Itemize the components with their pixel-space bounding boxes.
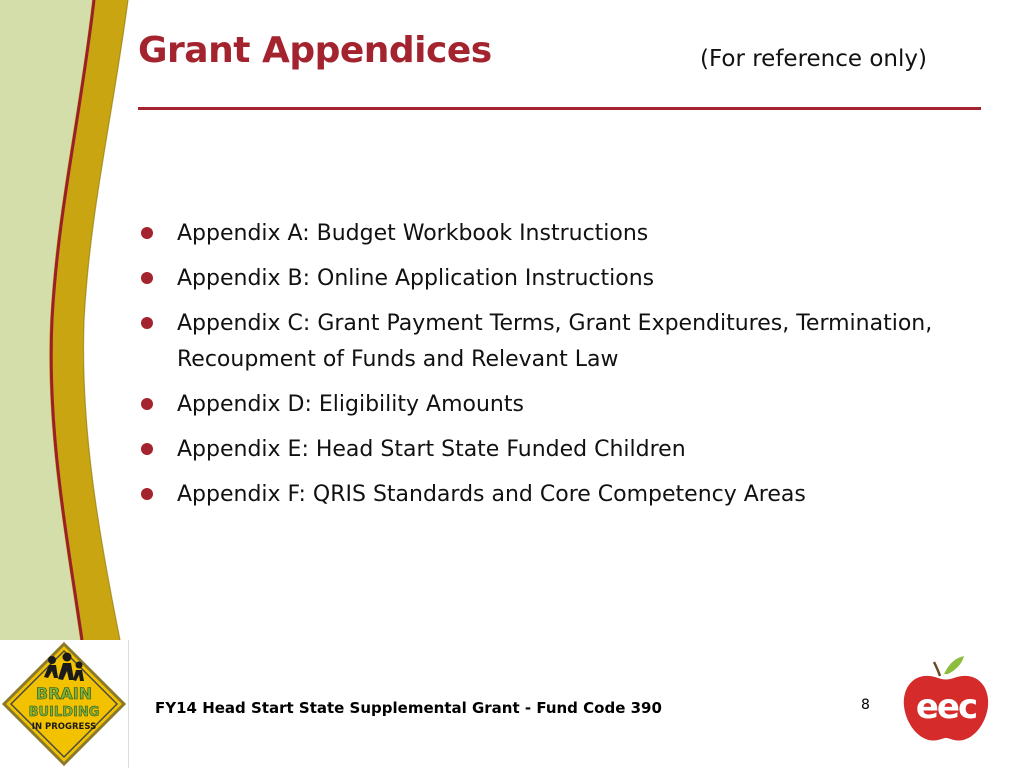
slide-title: Grant Appendices <box>138 30 492 71</box>
eec-logo <box>898 652 994 748</box>
list-item-text: Appendix D: Eligibility Amounts <box>177 392 524 417</box>
page-number: 8 <box>861 697 870 713</box>
title-underline <box>138 107 981 110</box>
list-item <box>140 306 960 378</box>
bullet-dot-icon <box>141 398 153 410</box>
list-item <box>140 387 960 423</box>
bullet-dot-icon <box>141 227 153 239</box>
list-item-text: Appendix B: Online Application Instructions <box>177 266 655 291</box>
list-item-text: Appendix F: QRIS Standards and Core Competency Areas <box>177 482 806 507</box>
list-item <box>140 432 960 468</box>
footer-text: FY14 Head Start State Supplemental Grant - Fund Code 390 <box>155 699 662 717</box>
list-item <box>140 216 960 252</box>
footer-divider <box>128 640 129 768</box>
side-decoration <box>0 0 135 640</box>
eec-logo-text: eec <box>915 687 977 727</box>
logo-text-in-progress: IN PROGRESS <box>31 722 97 732</box>
brain-building-logo <box>0 640 128 768</box>
slide-subtitle: (For reference only) <box>700 46 927 72</box>
appendix-list <box>140 216 960 522</box>
bullet-dot-icon <box>141 488 153 500</box>
list-item <box>140 477 960 513</box>
list-item-text: Appendix A: Budget Workbook Instructions <box>177 221 649 246</box>
logo-text-building: BUILDING <box>28 705 100 720</box>
list-item-text: Appendix C: Grant Payment Terms, Grant Expenditures, Termination, Recoupment of Funds and Relevant Law <box>177 311 933 372</box>
list-item-text: Appendix E: Head Start State Funded Children <box>177 437 686 462</box>
bullet-dot-icon <box>141 272 153 284</box>
bullet-dot-icon <box>141 317 153 329</box>
logo-text-brain: BRAIN <box>35 684 93 703</box>
list-item <box>140 261 960 297</box>
bullet-dot-icon <box>141 443 153 455</box>
